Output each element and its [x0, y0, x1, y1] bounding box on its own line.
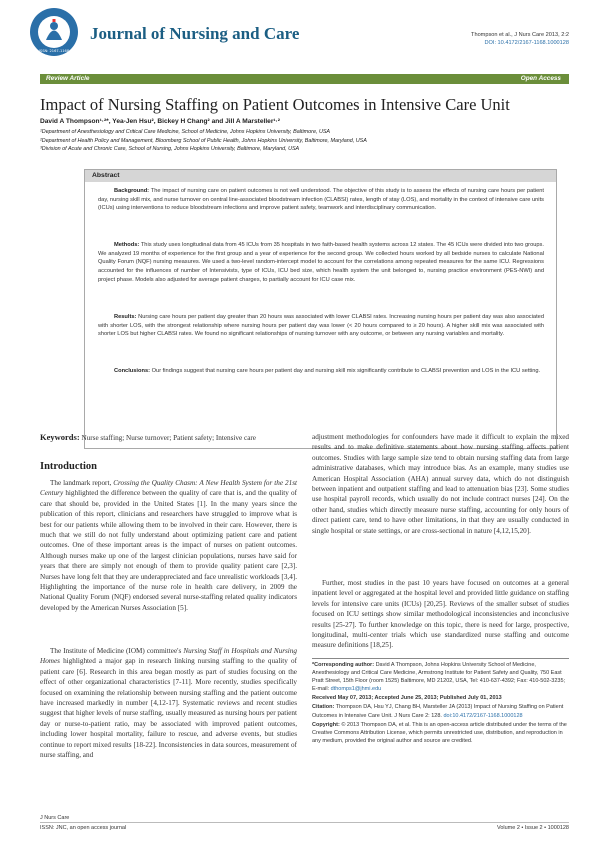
- doi-link[interactable]: DOI: 10.4172/2167-1168.1000128: [484, 40, 569, 46]
- footer-volume: Volume 2 • Issue 2 • 1000128: [496, 825, 569, 831]
- intro-paragraph-3: adjustment methodologies for confounders have made it difficult to explain the mixed results and to make definitive statements about how nursing staffing affects patient outcomes. Studies with large sample size tend to obtain nursing staffing data from large administrative databases, which may introduce bias. As an example, many studies use American Hospital Association (AHA) annual survey data, which do not distinguish between inpatient and outpatient staffing and lead to attenuation bias [23]. Some studies use hospital payroll records, which usually do not include contract nurses [24]. On the other hand, studies which directly measure nurse staffing, accounting for only hours of direct patient care, tend to have other limitations, in that they are usually conducted in single hospital or state settings, or are cross-sectional in nature [4,12,15,20].: [312, 433, 569, 535]
- publication-dates: Received May 07, 2013; Accepted June 25, 2013; Published July 01, 2013: [312, 695, 502, 702]
- abstract-results: Results: Nursing care hours per patient day greater than 20 hours was associated with lower CLABSI rates. Increasing nursing hours per patient day was also associated with shorter LOS, with the strongest relationship where nursing hours per patient day was lower (< 20 hours compared to ≥ 20 hours). A higher skill mix was associated with shorter LOS but higher CLABSI rates. We found no significant relationships of nursing turnover with any outcome, or between any nursing variables and mortality.: [98, 314, 544, 338]
- footer-journal: J Nurs Care: [40, 815, 70, 821]
- abstract-methods: Methods: This study uses longitudinal data from 45 ICUs from 35 hospitals in two faith-based health systems across 12 states. The 45 ICUs were divided into two groups. We analyzed 19 months of experience for the first group and a year of experience for the second group. We collected hours worked by all bedside nurses to calculate National Quality Forum (NQF) nursing measures. We used a two-level random-intercept model to account for the correlations among repeated measures for the same ICU. Regressions accounted for the influences of number of Intensivists, type of ICUs, ICU bed size, which health system the unit belonged to, nursing practice environment (PES-NWI) and project phase. Models also adjusted for average patient charges, to partially account for ICU case mix.: [98, 242, 544, 283]
- abstract-conclusions: Conclusions: Our findings suggest that nursing care hours per patient day and nursing skill mix significantly contribute to CLABSI prevention and LOS in the ICU setting.: [114, 368, 541, 374]
- abstract-box: [84, 169, 557, 449]
- citation-note: Citation: Thompson DA, Hsu YJ, Chang BH, Marsteller JA (2013) Impact of Nursing Staffing on Patient Outcomes in Intensive Care Unit. J Nurs Care 2: 128. doi:10.4172/2167-1168.1000128: [312, 704, 564, 719]
- intro-paragraph-1: The landmark report, Crossing the Quality Chasm: A New Health System for the 21st Century highlighted the difference between the quality of care that is, and the quality of care that should be, provided in the United States [1]. In the many years since the publication of this report, clinicians and researchers have struggled to improve what is best for our patients while allowing them to be involved in their care. However, there is much that we still do not fully understand about optimizing patient care and patient outcomes. One of these important areas is the impact of nurses on patient outcomes. Although nurses make up one of the largest clinician populations, nurses have said for years that there are simply not enough of them to provide quality patient care [2,3]. Nurses have long felt that they are underappreciated and face unrealistic workloads [3,4]. Highlighting the importance of the nurse role in health care delivery, in 2009 the National Quality Forum (NQF) endorsed several nurse-staffing related quality indicators developed by the American Nurses Association [5].: [40, 479, 297, 612]
- abstract-heading: Abstract: [85, 170, 556, 182]
- abstract-background: Background: The impact of nursing care on patient outcomes is not well understood. The objective of this study is to assess the effects of nursing care hours per patient day, nursing skill mix, and nurse turnover on central line-associated bloodstream infection (CLABSI) rates, length of stay (LOS), and mortality in the context of intensive care units (ICUs) using interventions to reduce bloodstream infections and improve patient safety, teamwork and interdisciplinary communication.: [98, 188, 544, 212]
- journal-title: Journal of Nursing and Care: [90, 24, 300, 43]
- logo-issn: ISSN: 2167-1168: [38, 49, 70, 53]
- keywords: Keywords: Nurse staffing; Nurse turnover; Patient safety; Intensive care: [40, 432, 256, 442]
- article-title: Impact of Nursing Staffing on Patient Outcomes in Intensive Care Unit: [40, 95, 510, 114]
- citation-line: Thompson et al., J Nurs Care 2013, 2:2: [471, 32, 569, 38]
- journal-logo: [29, 7, 79, 57]
- affiliation-2: ²Department of Health Policy and Management, Bloomberg School of Public Health, Johns Hopkins University, Baltimore, Maryland, USA: [40, 137, 367, 144]
- intro-paragraph-2: The Institute of Medicine (IOM) committee's Nursing Staff in Hospitals and Nursing Homes highlighted a major gap in research linking nursing staffing to the quality of patient care [6]. Research in this area began mostly as part of studies focusing on the effect of other organizational characteristics [7-11]. More recently, studies specifically focused on examining the relationship between nursing staffing and the patient outcome have increased markedly in number [4,12-17]. Systematic reviews and recent studies suggest that higher levels of nurse staffing, usually measured as nursing hours per patient day or nurse-to-patient ratio, may be associated with improved patient outcomes, including lower hospital mortality, failure to rescue, and adverse events, but studies continue to report mixed results [18-22]. Inconsistencies in data sources, measurement of nurse staffing, and: [40, 647, 297, 760]
- affiliation-3: ³Division of Acute and Chronic Care, School of Nursing, Johns Hopkins University, Baltimore, Maryland, USA: [40, 146, 300, 153]
- affiliations: [40, 128, 560, 154]
- footer-divider: [40, 822, 569, 823]
- intro-paragraph-4: Further, most studies in the past 10 years have focused on outcomes at a general inpatient level or aggregated at the hospital level and provided little guidance on staffing levels for intensive care units (ICUs) [20,25]. Reviews of the smaller subset of studies focused on ICU settings show similar methodological inconsistencies and inconclusive results [25-27]. To further knowledge on this topic, there is need for large, prospective, longitudinal, multi-center trials which use standardized nurse staffing and outcome measure definitions [18,25].: [312, 579, 569, 650]
- article-type-label: Review Article: [46, 75, 90, 82]
- citation-doi-link[interactable]: doi:10.4172/2167-1168.1000128: [443, 712, 523, 719]
- article-type-banner: [40, 74, 569, 84]
- header-citation: [471, 31, 569, 47]
- introduction-heading: Introduction: [40, 461, 97, 472]
- open-access-label: Open Access: [520, 75, 561, 82]
- affiliation-1: ¹Department of Anesthesiology and Critical Care Medicine, School of Medicine, Johns Hopkins University, Baltimore, USA: [40, 129, 331, 135]
- correspondence-box: [312, 658, 569, 746]
- corresponding-author: *Corresponding author: David A Thompson, Johns Hopkins University School of Medicine, Anesthesiology and Critical Care Medicine, Armstrong Institute for Patient Safety and Quality, 750 East Pratt Street, 15th Floor (room 1525) Baltimore, MD 21202, USA, Tel: 410-637-4392; Fax: 410-502-3235; E-mail: dthomps1@jhmi.edu: [312, 662, 566, 693]
- copyright-note: Copyright: © 2013 Thompson DA, et al. This is an open-access article distributed under the terms of the Creative Commons Attribution License, which permits unrestricted use, distribution, and reproduction in any medium, provided the original author and source are credited.: [312, 721, 567, 744]
- email-link[interactable]: dthomps1@jhmi.edu: [330, 686, 382, 693]
- author-list: David A Thompson¹·²*, Yea-Jen Hsu², Bickey H Chang² and Jill A Marsteller¹·²: [40, 118, 280, 125]
- footer-issn: ISSN: JNC, an open access journal: [40, 825, 127, 831]
